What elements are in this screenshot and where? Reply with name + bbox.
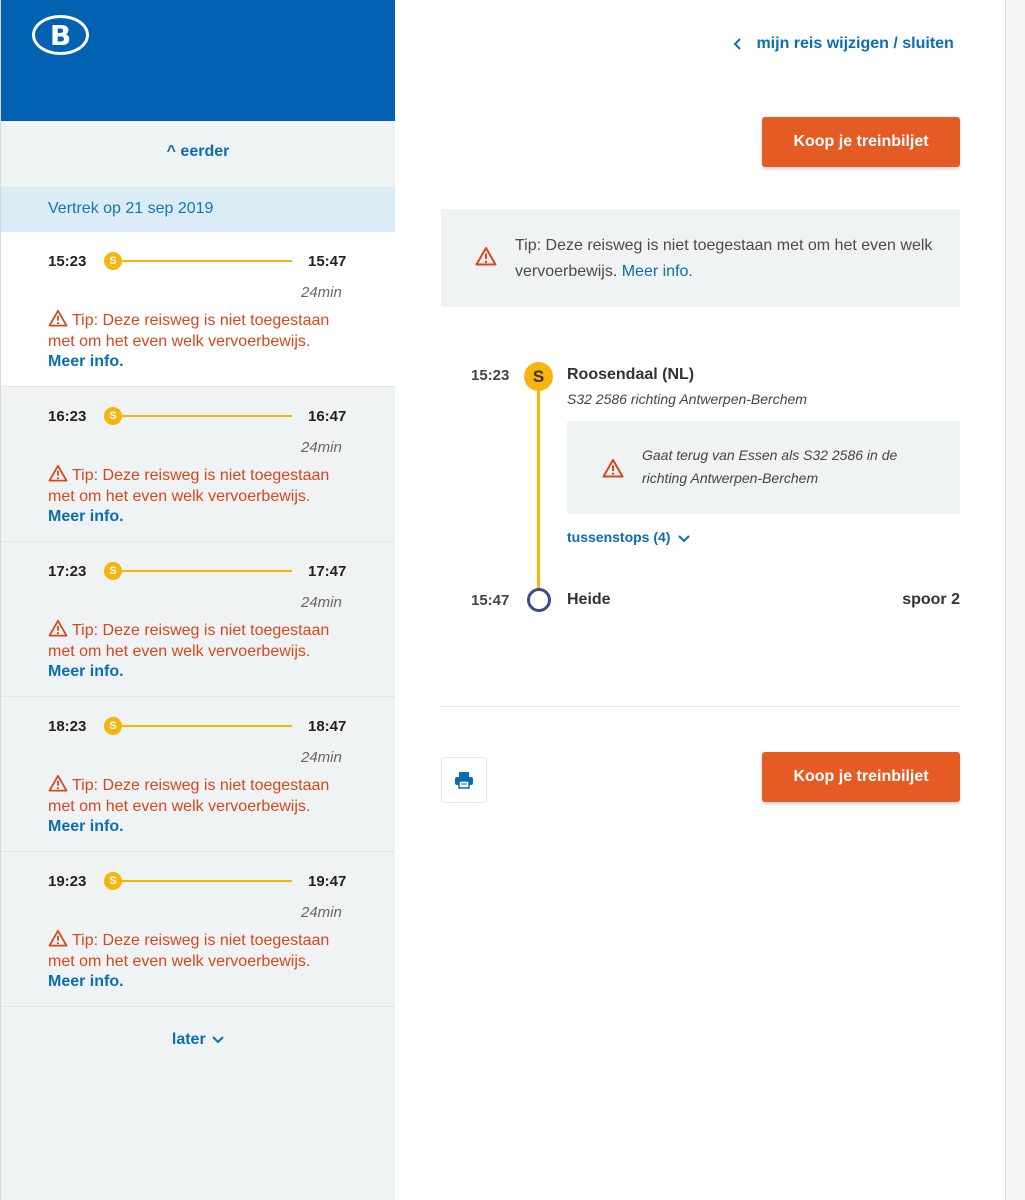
buy-ticket-button-bottom[interactable]: Koop je treinbiljet	[762, 752, 960, 802]
trip-departure-time: 15:23	[48, 253, 87, 270]
print-button[interactable]	[441, 757, 487, 803]
trip-more-info-link[interactable]: Meer info.	[48, 818, 124, 835]
train-type-badge: S	[104, 252, 122, 270]
trip-tip-text: Tip: Deze reisweg is niet toegestaan met om het even welk vervoerbewijs.	[48, 467, 330, 505]
trip-card[interactable]	[1, 232, 395, 387]
change-trip-label: mijn reis wijzigen / sluiten	[756, 35, 954, 52]
trip-departure-time: 16:23	[48, 408, 87, 425]
trip-arrival-time: 16:47	[308, 408, 347, 425]
trip-card[interactable]	[1, 542, 395, 697]
trip-arrival-time: 18:47	[308, 718, 347, 735]
trip-departure-time: 19:23	[48, 873, 87, 890]
trip-more-info-link[interactable]: Meer info.	[48, 663, 124, 680]
route-tip-more-link[interactable]: Meer info.	[621, 263, 693, 280]
warning-triangle-icon	[48, 929, 68, 952]
later-link[interactable]	[1, 1031, 395, 1049]
trip-card[interactable]	[1, 387, 395, 542]
sncb-logo[interactable]: B	[32, 15, 89, 55]
trip-route-line	[112, 260, 292, 262]
trip-list	[1, 232, 395, 1007]
route-tip-message: Tip: Deze reisweg is niet toegestaan met om het even welk vervoerbewijs.	[515, 237, 933, 280]
arrival-time: 15:47	[471, 592, 510, 609]
warning-triangle-icon	[48, 309, 68, 332]
trip-tip-text: Tip: Deze reisweg is niet toegestaan met om het even welk vervoerbewijs.	[48, 777, 330, 815]
journey-timeline	[441, 360, 960, 620]
trip-list-panel	[0, 0, 395, 1200]
train-type-badge: S	[524, 362, 553, 391]
warning-triangle-icon	[48, 464, 68, 487]
warning-triangle-icon	[48, 619, 68, 642]
trip-route-line	[112, 570, 292, 572]
trip-arrival-time: 15:47	[308, 253, 347, 270]
warning-triangle-icon	[602, 458, 624, 478]
trip-tip	[48, 309, 338, 373]
later-label: later	[171, 1031, 206, 1048]
trip-tip	[48, 774, 338, 838]
trip-tip-text: Tip: Deze reisweg is niet toegestaan met om het even welk vervoerbewijs.	[48, 622, 330, 660]
trip-more-info-link[interactable]: Meer info.	[48, 973, 124, 990]
earlier-link[interactable]: ^ eerder	[166, 143, 230, 160]
window-edge	[1005, 0, 1025, 1200]
trip-duration: 24min	[301, 439, 342, 456]
trip-tip-text: Tip: Deze reisweg is niet toegestaan met om het even welk vervoerbewijs.	[48, 312, 330, 350]
brand-header	[1, 0, 395, 121]
trip-route-line	[112, 880, 292, 882]
trip-route-line	[112, 415, 292, 417]
section-divider	[441, 706, 960, 707]
chevron-left-icon	[733, 38, 743, 50]
arrival-stop-marker	[527, 588, 551, 612]
trip-tip	[48, 619, 338, 683]
trip-arrival-time: 19:47	[308, 873, 347, 890]
trip-duration: 24min	[301, 594, 342, 611]
trip-duration: 24min	[301, 749, 342, 766]
warning-triangle-icon	[48, 774, 68, 797]
train-type-badge: S	[104, 562, 122, 580]
trip-card[interactable]	[1, 852, 395, 1007]
arrival-station: Heide	[567, 591, 611, 608]
trip-departure-time: 17:23	[48, 563, 87, 580]
trip-duration: 24min	[301, 284, 342, 301]
trip-card[interactable]	[1, 697, 395, 852]
departure-date-bar: Vertrek op 21 sep 2019	[1, 187, 395, 232]
trip-duration: 24min	[301, 904, 342, 921]
train-note-text: Gaat terug van Essen als S32 2586 in de richting Antwerpen-Berchem	[642, 447, 898, 486]
departure-time: 15:23	[471, 367, 510, 384]
route-line	[537, 380, 540, 592]
trip-departure-time: 18:23	[48, 718, 87, 735]
train-direction: S32 2586 richting Antwerpen-Berchem	[567, 391, 807, 407]
change-trip-link[interactable]	[733, 35, 954, 53]
trip-more-info-link[interactable]: Meer info.	[48, 508, 124, 525]
route-tip-text	[515, 233, 935, 285]
intermediate-stops-label: tussenstops (4)	[567, 529, 671, 545]
warning-triangle-icon	[475, 246, 497, 266]
intermediate-stops-toggle[interactable]	[567, 529, 690, 545]
chevron-down-icon	[212, 1035, 224, 1045]
trip-tip	[48, 464, 338, 528]
trip-arrival-time: 17:47	[308, 563, 347, 580]
train-type-badge: S	[104, 407, 122, 425]
printer-icon	[454, 771, 474, 789]
chevron-down-icon	[678, 534, 690, 543]
arrival-platform: spoor 2	[902, 591, 960, 608]
trip-route-line	[112, 725, 292, 727]
buy-ticket-button-top[interactable]: Koop je treinbiljet	[762, 117, 960, 167]
trip-tip	[48, 929, 338, 993]
trip-tip-text: Tip: Deze reisweg is niet toegestaan met om het even welk vervoerbewijs.	[48, 932, 330, 970]
trip-more-info-link[interactable]: Meer info.	[48, 353, 124, 370]
train-type-badge: S	[104, 872, 122, 890]
train-note-box	[567, 421, 960, 514]
route-tip-box	[441, 209, 960, 307]
train-type-badge: S	[104, 717, 122, 735]
departure-station: Roosendaal (NL)	[567, 366, 695, 383]
